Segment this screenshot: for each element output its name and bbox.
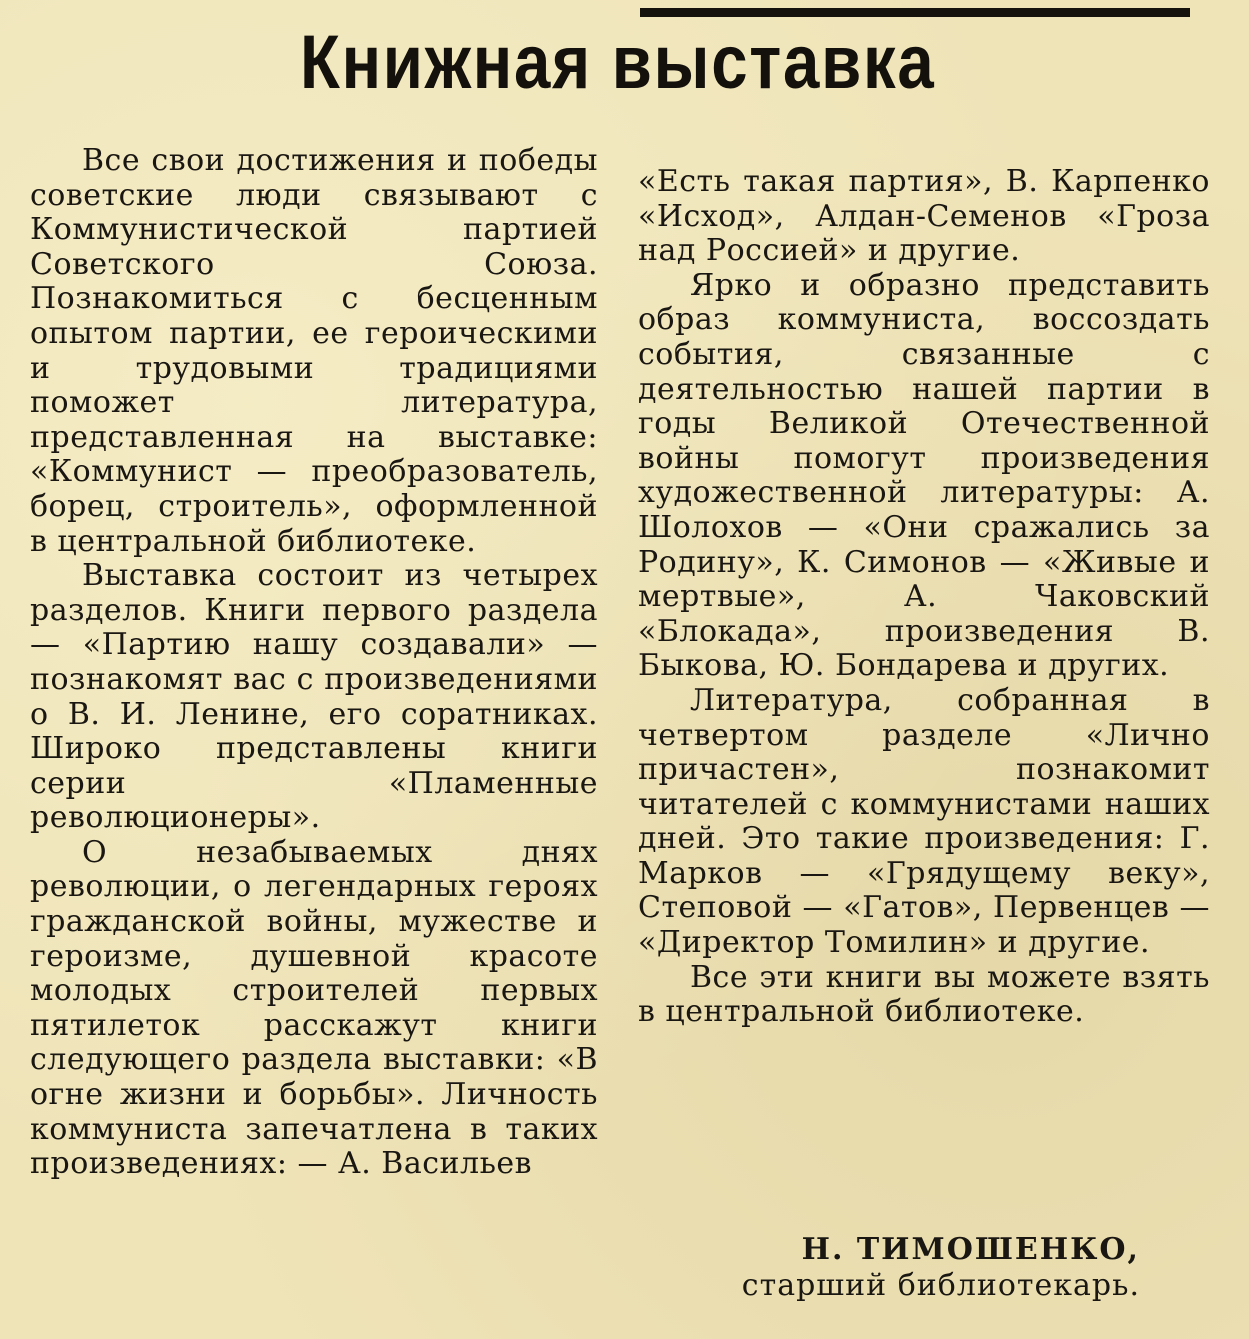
paragraph-continuation: «Есть такая партия», В. Карпенко «Исход», Алдан-Семенов «Гроза над Россией» и другие.	[638, 164, 1210, 269]
article-headline: Книжная выставка	[300, 20, 936, 105]
paragraph: Выставка состоит из четырех разделов. Книги первого раздела — «Партию нашу создавали» — познакомят вас с произведениями о В. И. Ленине, его соратниках. Широко представлены книги серии «Пламенные революционеры».	[30, 558, 598, 836]
paragraph: Ярко и образно представить образ коммуниста, воссоздать события, связанные с деятельностью нашей партии в годы Великой Отечественной войны помогут произведения художественной литературы: А. Шолохов — «Они сражались за Родину», К. Симонов — «Живые и мертвые», А. Чаковский «Блокада», произведения В. Быкова, Ю. Бондарева и других.	[638, 267, 1210, 684]
author-name: Н. ТИМОШЕНКО,	[801, 1232, 1140, 1267]
paragraph: Литература, собранная в четвертом разделе «Лично причастен», познакомит читателей с коммунистами наших дней. Это такие произведения: Г. Марков — «Грядущему веку», Степовой — «Гатов», Первенцев — «Директор Томилин» и другие.	[638, 682, 1210, 961]
left-column	[30, 144, 598, 1314]
author-role: старший библиотекарь.	[741, 1268, 1140, 1303]
paragraph: Все эти книги вы можете взять в центральной библиотеке.	[638, 959, 1210, 1030]
paragraph: Все свои достижения и победы советские люди связывают с Коммунистической партией Советского Союза. Познакомиться с бесценным опытом партии, ее героическими и трудовыми традициями поможет литература, представленная на выставке: «Коммунист — преобразователь, борец, строитель», оформленной в центральной библиотеке.	[30, 143, 598, 559]
right-column	[638, 165, 1210, 1065]
paragraph: О незабываемых днях революции, о легендарных героях гражданской войны, мужестве и героизме, душевной красоте молодых строителей первых пятилеток расскажут книги следующего раздела выставки: «В огне жизни и борьбы». Личность коммуниста запечатлена в таких произведениях: — А. Васильев	[30, 834, 598, 1182]
author-signature	[640, 1232, 1140, 1304]
